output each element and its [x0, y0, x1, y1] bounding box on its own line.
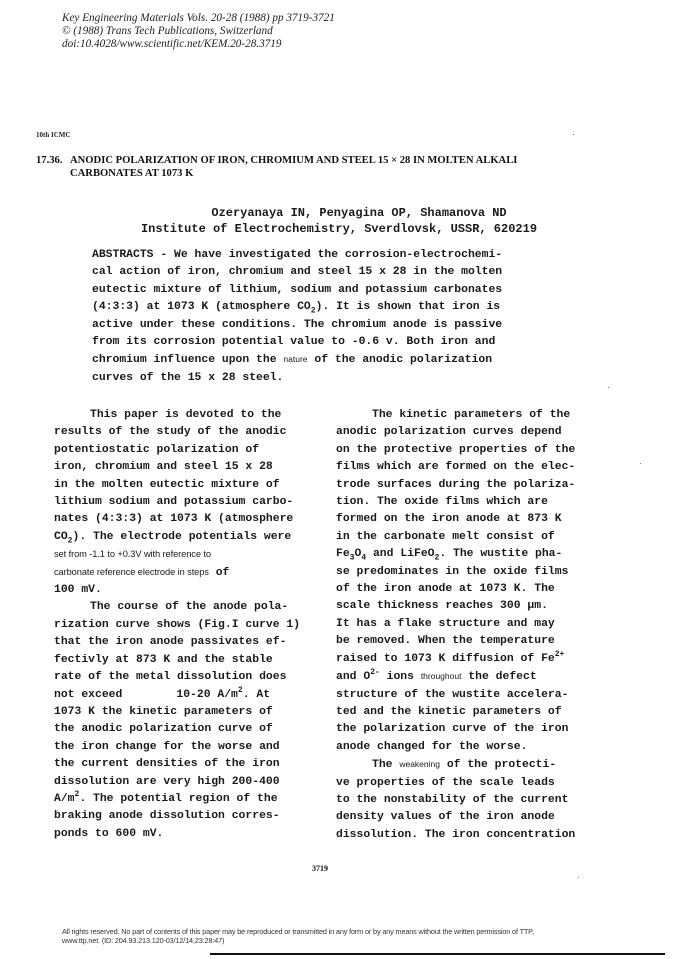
text-line: structure of the wustite accelera-: [336, 688, 569, 701]
paper-title: [36, 155, 517, 180]
text-run: . The potential region of the: [79, 792, 278, 805]
superscript: 2-: [370, 668, 380, 678]
text-run: of: [215, 566, 230, 579]
text-line: ve properties of the scale leads: [336, 776, 555, 789]
text-run: raised to 1073 K diffusion of Fe: [336, 652, 555, 665]
text-line: in the molten eutectic mixture of: [54, 478, 280, 491]
text-line: to the nonstability of the current: [336, 793, 569, 806]
text-run: and O: [336, 671, 371, 684]
text-line: [336, 668, 616, 686]
text-line: lithium sodium and potassium carbo-: [54, 496, 294, 509]
text-line: the current densities of the iron: [54, 758, 280, 771]
author-block: [0, 205, 678, 237]
text-line: density values of the iron anode: [336, 811, 555, 824]
title-line-1: ANODIC POLARIZATION OF IRON, CHROMIUM AND STEEL 15 × 28 IN MOLTEN ALKALI: [70, 155, 518, 166]
text-run: not exceed: [54, 688, 123, 701]
abstract-line: from its corrosion potential value to -0.6 v. Both iron and: [92, 336, 496, 349]
title-line-2: CARBONATES AT 1073 K: [70, 167, 194, 179]
abstract-line: [92, 351, 562, 369]
superscript: 2: [74, 790, 80, 800]
text-line: [54, 529, 324, 546]
journal-citation: Key Engineering Materials Vols. 20-28 (1988) pp 3719-3721: [62, 12, 335, 24]
text-run: of the anodic polarization: [314, 354, 493, 367]
text-line: fectivly at 873 K and the stable: [54, 653, 273, 666]
text-run: A/m: [54, 792, 75, 805]
scan-speck: [608, 387, 609, 388]
subscript: 3: [349, 553, 355, 563]
scan-speck: [578, 877, 579, 878]
rights-line-1: All rights reserved. No part of contents of this paper may be reproduced or transmitted in any form or by any means without the written permission of TTP,: [62, 927, 534, 936]
text-line: that the iron anode passivates ef-: [54, 636, 287, 649]
text-run: of the protecti-: [439, 759, 557, 772]
subscript: 4: [361, 553, 367, 563]
text-run: and LiFeO: [366, 548, 435, 561]
text-line: 1073 K the kinetic parameters of: [54, 705, 273, 718]
subscript: 2: [67, 536, 73, 546]
text-run: throughout: [420, 671, 462, 682]
text-run: ). The electrode potentials were: [72, 530, 292, 543]
text-line: nates (4:3:3) at 1073 K (atmosphere: [54, 513, 294, 526]
text-line: rization curve shows (Fig.I curve 1): [54, 618, 301, 631]
text-line: se predominates in the oxide films: [336, 565, 569, 578]
text-line: potentiostatic polarization of: [54, 443, 260, 456]
page-number: 3719: [312, 864, 328, 873]
text-line: on the protective properties of the: [336, 443, 576, 456]
text-run: O: [354, 548, 362, 561]
text-run: (4:3:3) at 1073 K (atmosphere CO: [92, 301, 311, 314]
text-line: of the iron anode at 1073 K. The: [336, 583, 555, 596]
text-line: The kinetic parameters of the: [372, 409, 571, 421]
text-line: [336, 756, 616, 774]
text-run: . The wustite pha-: [439, 548, 563, 561]
section-number: 17.36.: [36, 155, 63, 166]
text-line: [54, 564, 324, 582]
copyright-line: © (1988) Trans Tech Publications, Switzerland: [62, 25, 273, 37]
scan-speck: [640, 463, 641, 464]
abstract-line: curves of the 15 x 28 steel.: [92, 371, 284, 384]
text-run: weakening: [399, 759, 440, 770]
authors: Ozeryanaya IN, Penyagina OP, Shamanova ND: [211, 206, 507, 220]
conference-tag: 10th ICMC: [36, 131, 71, 139]
text-run: CO: [54, 530, 68, 543]
text-line: formed on the iron anode at 873 K: [336, 513, 562, 526]
rights-notice: [62, 928, 534, 945]
text-run: . At: [242, 688, 271, 701]
text-run: The: [372, 759, 400, 772]
text-line: [336, 651, 616, 668]
text-line: dissolution are very high 200-400: [54, 775, 280, 788]
text-line: 100 mV.: [54, 584, 102, 597]
abstract-line: ABSTRACTS - We have investigated the corrosion-electrochemi-: [92, 249, 503, 261]
text-line: It has a flake structure and may: [336, 617, 555, 630]
text-line: films which are formed on the elec-: [336, 461, 576, 474]
text-line: scale thickness reaches 300 µm.: [336, 600, 548, 613]
text-line: ted and the kinetic parameters of: [336, 705, 562, 718]
text-line: the iron change for the worse and: [54, 740, 280, 753]
footer-rule: [210, 953, 665, 955]
abstract-line: [92, 299, 562, 316]
text-run: nature: [283, 354, 308, 365]
rights-line-2: www.ttp.net. (ID: 204.93.213.120-03/12/14,23:28:47): [62, 935, 225, 945]
text-line: the anodic polarization curve of: [54, 723, 273, 736]
text-run: ions: [379, 671, 421, 684]
abstract-line: cal action of iron, chromium and steel 15 x 28 in the molten: [92, 266, 503, 279]
text-run: carbonate reference electrode in steps: [54, 566, 209, 577]
publication-header: [62, 12, 335, 51]
text-line: [336, 546, 616, 563]
right-column: [336, 407, 616, 844]
text-line: [54, 687, 324, 704]
text-line: braking anode dissolution corres-: [54, 810, 280, 823]
abstract: [92, 247, 562, 387]
text-line: set from -1.1 to +0.3V with reference to: [54, 549, 211, 560]
text-run: Fe: [336, 548, 350, 561]
text-line: the polarization curve of the iron: [336, 723, 569, 736]
text-line: This paper is devoted to the: [90, 409, 282, 421]
text-line: dissolution. The iron concentration: [336, 828, 576, 841]
left-column: [54, 407, 324, 843]
text-line: in the carbonate melt consist of: [336, 530, 555, 543]
text-line: trode surfaces during the polariza-: [336, 478, 576, 491]
subscript: 2: [310, 306, 316, 316]
text-run: ). It is shown that iron is: [315, 301, 501, 314]
abstract-line: eutectic mixture of lithium, sodium and potassium carbonates: [92, 283, 503, 296]
text-line: results of the study of the anodic: [54, 426, 287, 439]
doi-line: doi:10.4028/www.scientific.net/KEM.20-28.3719: [62, 38, 282, 50]
affiliation: Institute of Electrochemistry, Sverdlovsk, USSR, 620219: [140, 222, 538, 236]
text-line: be removed. When the temperature: [336, 635, 555, 648]
text-run: chromium influence upon the: [92, 354, 277, 367]
text-line: ponds to 600 mV.: [54, 827, 164, 840]
text-line: rate of the metal dissolution does: [54, 671, 287, 684]
text-line: tion. The oxide films which are: [336, 496, 548, 509]
text-line: anodic polarization curves depend: [336, 426, 562, 439]
abstract-line: active under these conditions. The chromium anode is passive: [92, 318, 503, 331]
superscript: 2+: [554, 649, 565, 659]
text-run: the defect: [461, 671, 537, 684]
text-line: [54, 791, 324, 808]
scan-speck: [573, 134, 574, 135]
text-run: 10-20 A/m: [176, 688, 238, 701]
text-line: The course of the anode pola-: [90, 601, 289, 614]
text-line: iron, chromium and steel 15 x 28: [54, 461, 273, 474]
text-line: anode changed for the worse.: [336, 740, 528, 753]
superscript: 2: [237, 685, 243, 695]
subscript: 2: [434, 553, 440, 563]
